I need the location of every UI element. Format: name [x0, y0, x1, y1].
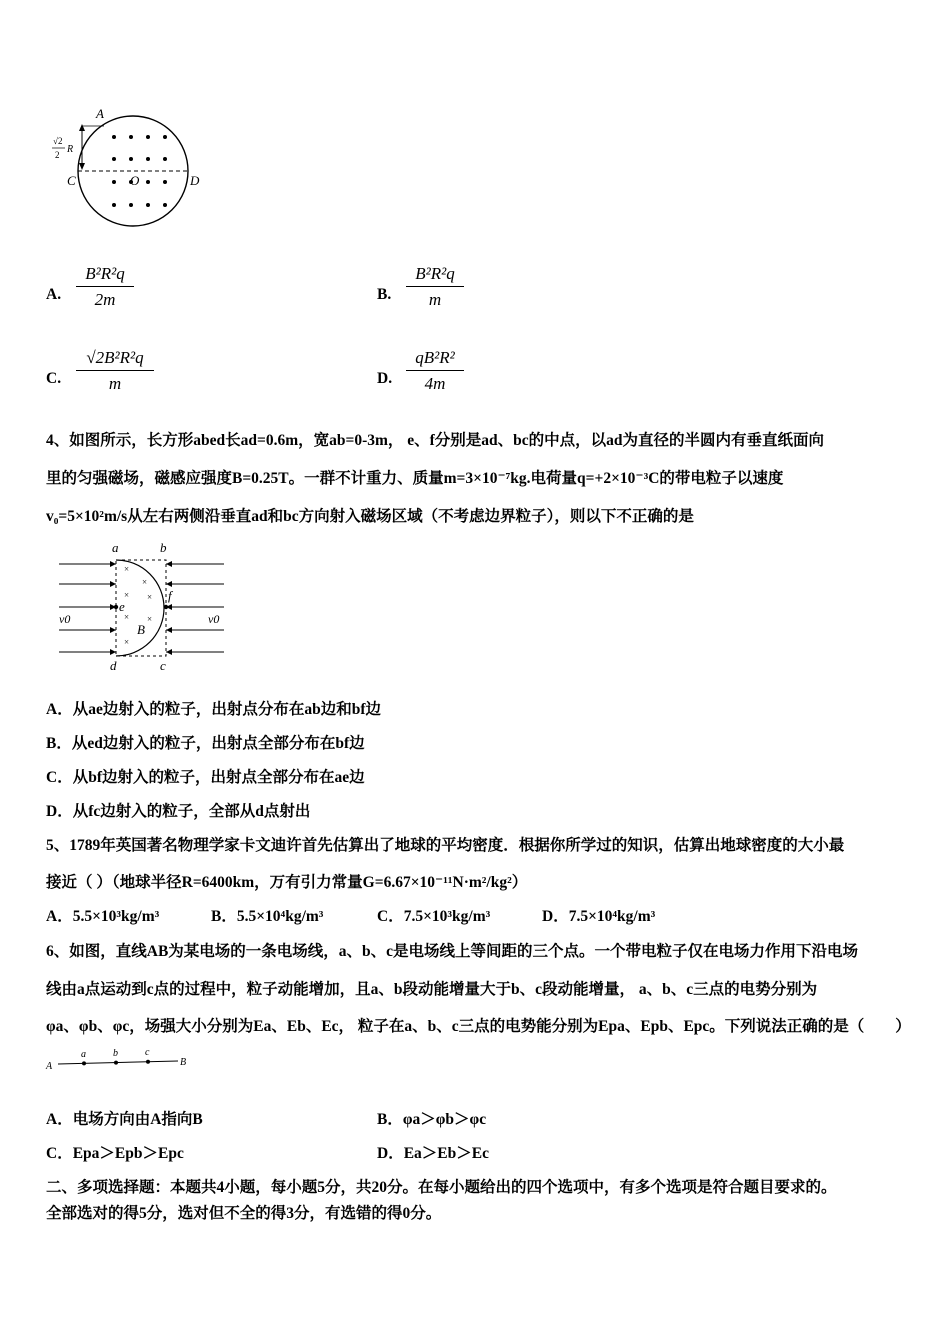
- q3-c-denominator: m: [108, 374, 122, 393]
- fig-label-field-b: B: [137, 622, 145, 637]
- q5-option-c[interactable]: C．7.5×10³kg/m³: [377, 908, 491, 925]
- q6-option-d[interactable]: D．Ea＞Eb＞Ec: [377, 1145, 489, 1162]
- q4-stem-line1: 4、如图所示，长方形abed长ad=0.6m，宽ab=0-3m， e、f分别是ad、bc的中点，以ad为直径的半圆内有垂直纸面向: [46, 432, 825, 449]
- q4-option-d[interactable]: D．从fc边射入的粒子，全部从d点射出: [46, 803, 311, 820]
- q5-option-b[interactable]: B．5.5×10⁴kg/m³: [211, 908, 324, 925]
- field-line-ab: [58, 1061, 178, 1064]
- dimension-num: √2: [53, 136, 63, 146]
- q4-option-c[interactable]: C．从bf边射入的粒子，出射点全部分布在ae边: [46, 769, 365, 786]
- q6-option-b[interactable]: B．φa＞φb＞φc: [377, 1111, 487, 1128]
- q3-b-numerator: B²R²q: [406, 264, 464, 287]
- fig-label-b: b: [160, 540, 167, 555]
- section2-header-line1: 二、多项选择题：本题共4小题，每小题5分，共20分。在每小题给出的四个选项中，有多个选项是符合题目要求的。: [46, 1179, 837, 1196]
- q5-option-a[interactable]: A．5.5×10³kg/m³: [46, 908, 160, 925]
- q4-stem-line3: v₀=5×10²m/s从左右两侧沿垂直ad和bc方向射入磁场区域（不考虑边界粒子），则以下不正确的是: [46, 508, 694, 525]
- q5-stem-line1: 5、1789年英国著名物理学家卡文迪许首先估算出了地球的平均密度．根据你所学过的知识，估算出地球密度的大小最: [46, 837, 845, 854]
- q3-d-denominator: 4m: [424, 374, 446, 393]
- fig-label-a: a: [112, 540, 119, 555]
- q4-option-b[interactable]: B．从ed边射入的粒子，出射点全部分布在bf边: [46, 735, 365, 752]
- q3-c-numerator: √2B²R²q: [76, 348, 154, 371]
- q5-stem-line2: 接近（ ）（地球半径R=6400km，万有引力常量G=6.67×10⁻¹¹N·m²/kg²）: [46, 874, 528, 891]
- q6-stem-line2: 线由a点运动到c点的过程中，粒子动能增加，且a、b段动能增量大于b、c段动能增量， a、b、c三点的电势分别为: [46, 981, 818, 998]
- section2-header-line2: 全部选对的得5分，选对但不全的得3分，有选错的得0分。: [46, 1205, 442, 1222]
- q3-a-numerator: B²R²q: [76, 264, 134, 287]
- field-line-figure: [44, 1045, 194, 1075]
- q6-stem-line3: φa、φb、φc，场强大小分别为Ea、Eb、Ec， 粒子在a、b、c三点的电势能分别为Epa、Epb、Epc。下列说法正确的是（ ）: [46, 1018, 911, 1035]
- fig-label-a: a: [81, 1049, 86, 1060]
- dimension-r: R: [67, 144, 74, 155]
- rectangle-field-figure: [54, 538, 230, 674]
- q3-option-b-label: B.: [377, 286, 392, 303]
- q3-option-c-fraction[interactable]: [76, 348, 154, 394]
- point-c: [146, 1060, 150, 1064]
- q5-option-d[interactable]: D．7.5×10⁴kg/m³: [542, 908, 656, 925]
- svg-text:×: ×: [124, 564, 130, 574]
- fig-label-B: B: [180, 1057, 187, 1068]
- q3-b-denominator: m: [428, 290, 442, 309]
- svg-text:×: ×: [142, 577, 148, 587]
- fig-label-b: b: [113, 1048, 118, 1059]
- point-b: [114, 1061, 118, 1065]
- label-c: C: [67, 173, 76, 188]
- fig-label-f: f: [168, 588, 172, 603]
- q3-option-d-fraction[interactable]: [406, 348, 464, 394]
- q3-option-c-label: C.: [46, 370, 62, 387]
- fig-label-e: e: [119, 599, 125, 614]
- q3-option-a-fraction[interactable]: [76, 264, 134, 310]
- fig-label-v0-left: v0: [59, 612, 71, 626]
- point-a: [82, 1061, 86, 1065]
- q3-option-a-label: A.: [46, 286, 62, 303]
- q3-d-numerator: qB²R²: [406, 348, 464, 371]
- label-d: D: [190, 173, 200, 188]
- label-o: O: [130, 173, 140, 188]
- label-a: A: [96, 106, 104, 121]
- q3-option-b-fraction[interactable]: [406, 264, 464, 310]
- svg-text:×: ×: [147, 592, 153, 602]
- q4-stem-line2: 里的匀强磁场，磁感应强度B=0.25T。一群不计重力、质量m=3×10⁻⁷kg.电荷量q=+2×10⁻³C的带电粒子以速度: [46, 470, 784, 487]
- fig-label-c: c: [145, 1047, 150, 1058]
- fig-label-A: A: [46, 1061, 53, 1072]
- q3-a-denominator: 2m: [94, 290, 116, 309]
- q3-option-d-label: D.: [377, 370, 393, 387]
- svg-text:×: ×: [124, 590, 130, 600]
- fig-label-v0-right: v0: [208, 612, 220, 626]
- dimension-den: 2: [55, 150, 60, 160]
- q6-option-c[interactable]: C．Epa＞Epb＞Epc: [46, 1145, 184, 1162]
- svg-text:×: ×: [124, 612, 130, 622]
- q6-stem-line1: 6、如图，直线AB为某电场的一条电场线，a、b、c是电场线上等间距的三个点。一个带电粒子仅在电场力作用下沿电场: [46, 943, 859, 960]
- q4-option-a[interactable]: A．从ae边射入的粒子，出射点分布在ab边和bf边: [46, 701, 381, 718]
- svg-text:×: ×: [124, 637, 130, 647]
- circle-field-figure: [44, 104, 214, 232]
- fig-label-d: d: [110, 658, 117, 673]
- svg-text:×: ×: [147, 614, 153, 624]
- fig-label-c: c: [160, 658, 166, 673]
- q6-option-a[interactable]: A．电场方向由A指向B: [46, 1111, 203, 1128]
